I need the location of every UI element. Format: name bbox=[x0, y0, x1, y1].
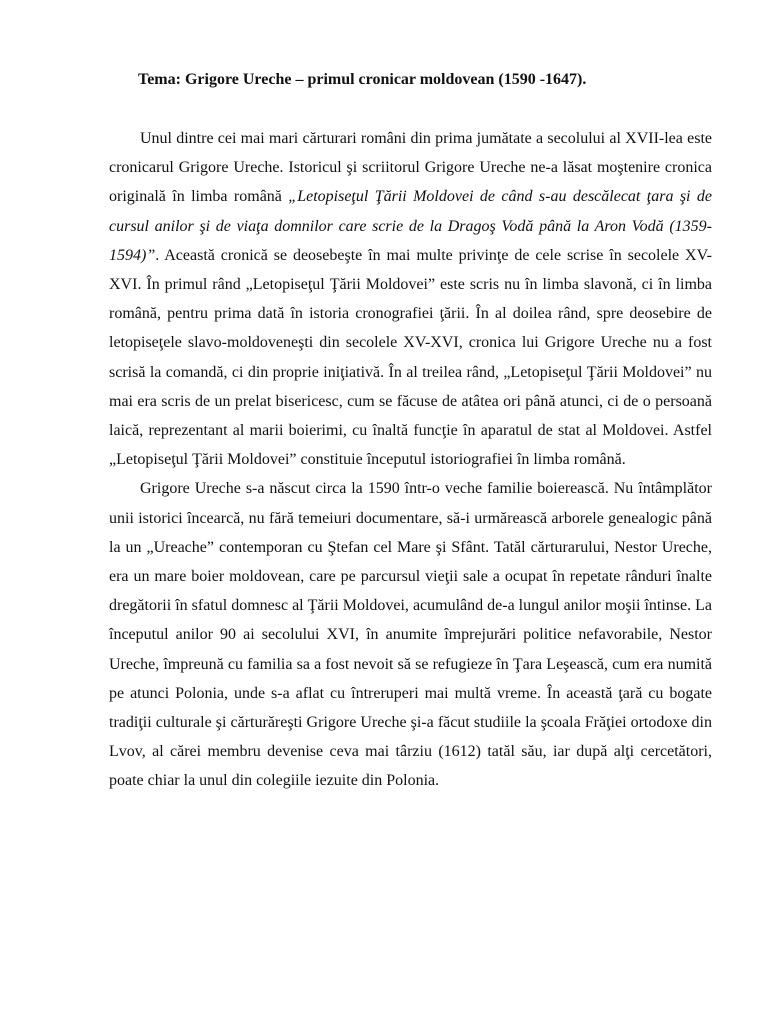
paragraph-1-lead-text: Unul dintre cei mai mari cărturari români din prima jumătate a secolului al XVII-lea este cronicarul Grigore Ureche. Istoricul şi scriitorul Grigore Ureche ne-a lăsat moştenire cronica originală în limba română bbox=[109, 130, 712, 206]
chronicle-title-italic: „Letopiseţul Ţării Moldovei de când s-au descălecat ţara şi de cursul anilor şi de viaţa domnilor care scrie de la Dragoş Vodă până la Aron Vodă (1359-1594)” bbox=[109, 188, 712, 264]
document-body bbox=[109, 124, 712, 796]
paragraph-2: Grigore Ureche s-a născut circa la 1590 într-o veche familie boierească. Nu întâmplător unii istorici încearcă, nu fără temeiuri documentare, să-i urmărească arborele genealogic până la un „Ureache” contemporan cu Ştefan cel Mare şi Sfânt. Tatăl cărturarului, Nestor Ureche, era un mare boier moldovean, care pe parcursul vieţii sale a ocupat în repetate rânduri înalte dregătorii în sfatul domnesc al Ţării Moldovei, acumulând de-a lungul anilor moşii întinse. La începutul anilor 90 ai secolului XVI, în anumite împrejurări politice nefavorabile, Nestor Ureche, împreună cu familia sa a fost nevoit să se refugieze în Ţara Leşească, cum era numită pe atunci Polonia, unde s-a aflat cu întreruperi mai multă vreme. În această ţară cu bogate tradiţii culturale şi cărturăreşti Grigore Ureche şi-a făcut studiile la şcoala Frăţiei ortodoxe din Lvov, al cărei membru devenise ceva mai târziu (1612) tatăl său, iar după alţi cercetători, poate chiar la unul din colegiile iezuite din Polonia. bbox=[109, 480, 712, 790]
paragraph-1-rest-text: . Această cronică se deosebeşte în mai multe privinţe de cele scrise în secolele XV-XVI. În primul rând „Letopiseţul Ţării Moldovei” este scris nu în limba slavonă, ci în limba română, pentru prima dată în istoria cronografiei ţării. În al doilea rând, spre deosebire de letopiseţele slavo-moldoveneşti din secolele XV-XVI, cronica lui Grigore Ureche nu a fost scrisă la comandă, ci din proprie iniţiativă. În al treilea rând, „Letopiseţul Ţării Moldovei” nu mai era scris de un prelat bisericesc, cum se făcuse de atâtea ori până atunci, ci de o persoană laică, reprezentant al marii boierimi, cu înaltă funcţie în aparatul de stat al Moldovei. Astfel „Letopiseţul Ţării Moldovei” constituie începutul istoriografiei în limba română. bbox=[109, 246, 712, 469]
document-title: Tema: Grigore Ureche – primul cronicar moldovean (1590 -1647). bbox=[138, 71, 587, 88]
paragraph-1 bbox=[109, 124, 712, 474]
